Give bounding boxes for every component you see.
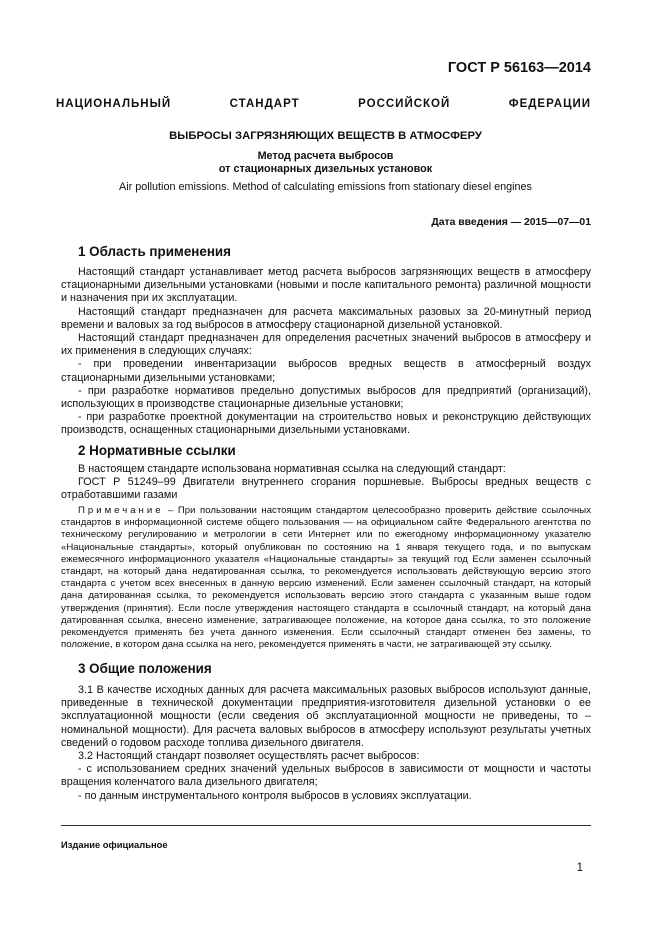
note-paragraph <box>61 505 591 651</box>
section-body-references <box>61 463 591 503</box>
list-item: - по данным инструментального контроля выбросов в условиях эксплуатации. <box>78 789 472 802</box>
reference-note <box>61 505 591 651</box>
note-label: Примечание <box>78 505 164 516</box>
footer-divider <box>61 825 591 826</box>
introduction-date: Дата введения — 2015—07—01 <box>431 217 591 228</box>
document-subtitle-line-1: Метод расчета выбросов <box>257 150 394 162</box>
section-heading-scope: 1 Область применения <box>78 244 231 259</box>
paragraph: Настоящий стандарт устанавливает метод расчета выбросов загрязняющих веществ в атмосферу стационарными дизельными установками (новыми и после капитального ремонта) различной мощности и назначения при их эксплуатации. <box>61 266 591 305</box>
list-item: - при проведении инвентаризации выбросов вредных веществ в атмосферный воздух стационарными дизельными установками; <box>61 358 591 384</box>
section-heading-references: 2 Нормативные ссылки <box>78 443 236 458</box>
paragraph: Настоящий стандарт предназначен для расчета максимальных разовых за 20-минутный период времени и валовых за год выбросов в атмосферу стационарной дизельной установкой. <box>61 305 591 331</box>
reference-entry: ГОСТ Р 51249–99 Двигатели внутреннего сгорания поршневые. Выбросы вредных веществ с отработавшими газами <box>61 476 591 502</box>
list-item: - при разработке проектной документации на строительство новых и реконструкцию действующих производств, оснащенных стационарными дизельными установками. <box>61 411 591 437</box>
paragraph: Настоящий стандарт предназначен для определения расчетных значений выбросов в атмосферу и их применения в следующих случаях: <box>61 332 591 358</box>
note-text: – При пользовании настоящим стандартом целесообразно проверить действие ссылочных стандартов в информационной системе общего пользования — на официальном сайте Федерального агентства по техническому регулированию и метрологии в сети Интернет или по ежегодному информационному указателю «Национальные стандарты», который опубликован по состоянию на 1 января текущего года, и по выпускам ежемесячного информационного указателя «Национальные стандарты» за текущий год Если заменен ссылочный стандарт, на который дана недатированная ссылка, то рекомендуется использовать действующую версию этого стандарта с учетом всех внесенных в данную версию изменений. Если заменен ссылочный стандарт, на который дана датированная ссылка, то рекомендуется использовать версию этого стандарта с указанным выше годом утверждения (принятия). Если после утверждения настоящего стандарта в ссылочный стандарт, на который дана датированная ссылка, внесено изменение, затрагивающее положение, на которое дана ссылка, то это положение рекомендуется применять без учета данного изменения. Если ссылочный стандарт отменен без замены, то положение, в котором дана ссылка на него, рекомендуется применять в части, не затрагивающей эту ссылку. <box>61 505 591 651</box>
national-standard-banner: НАЦИОНАЛЬНЫЙ СТАНДАРТ РОССИЙСКОЙ ФЕДЕРАЦИИ <box>56 98 591 110</box>
list-item: - с использованием средних значений удельных выбросов в зависимости от мощности и частоты вращения коленчатого вала дизельного двигателя; <box>61 763 591 789</box>
document-title: ВЫБРОСЫ ЗАГРЯЗНЯЮЩИХ ВЕЩЕСТВ В АТМОСФЕРУ <box>169 130 482 142</box>
official-edition-label: Издание официальное <box>61 839 168 850</box>
list-item: - при разработке нормативов предельно допустимых выбросов для предприятий (организаций), использующих в производстве стационарные дизельные установки; <box>61 384 591 411</box>
section-heading-general: 3 Общие положения <box>78 661 212 676</box>
paragraph: 3.1 В качестве исходных данных для расчета максимальных разовых выбросов используют данные, приведенные в технической документации предприятия-изготовителя дизельной установки о ее эксплуатационной мощности (если сведения об эксплуатационной мощности не приведены, то – номинальной мощности). Для расчета валовых выбросов в атмосферу используют результаты учетных сведений о годовом расходе топлива дизельного двигателя. <box>61 684 591 749</box>
paragraph: В настоящем стандарте использована нормативная ссылка на следующий стандарт: <box>78 463 506 475</box>
page-number: 1 <box>576 862 583 874</box>
paragraph: 3.2 Настоящий стандарт позволяет осуществлять расчет выбросов: <box>78 750 420 763</box>
section-body-scope <box>61 266 591 438</box>
section-body-general <box>61 684 591 803</box>
english-title: Air pollution emissions. Method of calculating emissions from stationary diesel engines <box>119 181 532 193</box>
document-subtitle-line-2: от стационарных дизельных установок <box>218 163 433 175</box>
document-number: ГОСТ Р 56163—2014 <box>447 60 591 76</box>
